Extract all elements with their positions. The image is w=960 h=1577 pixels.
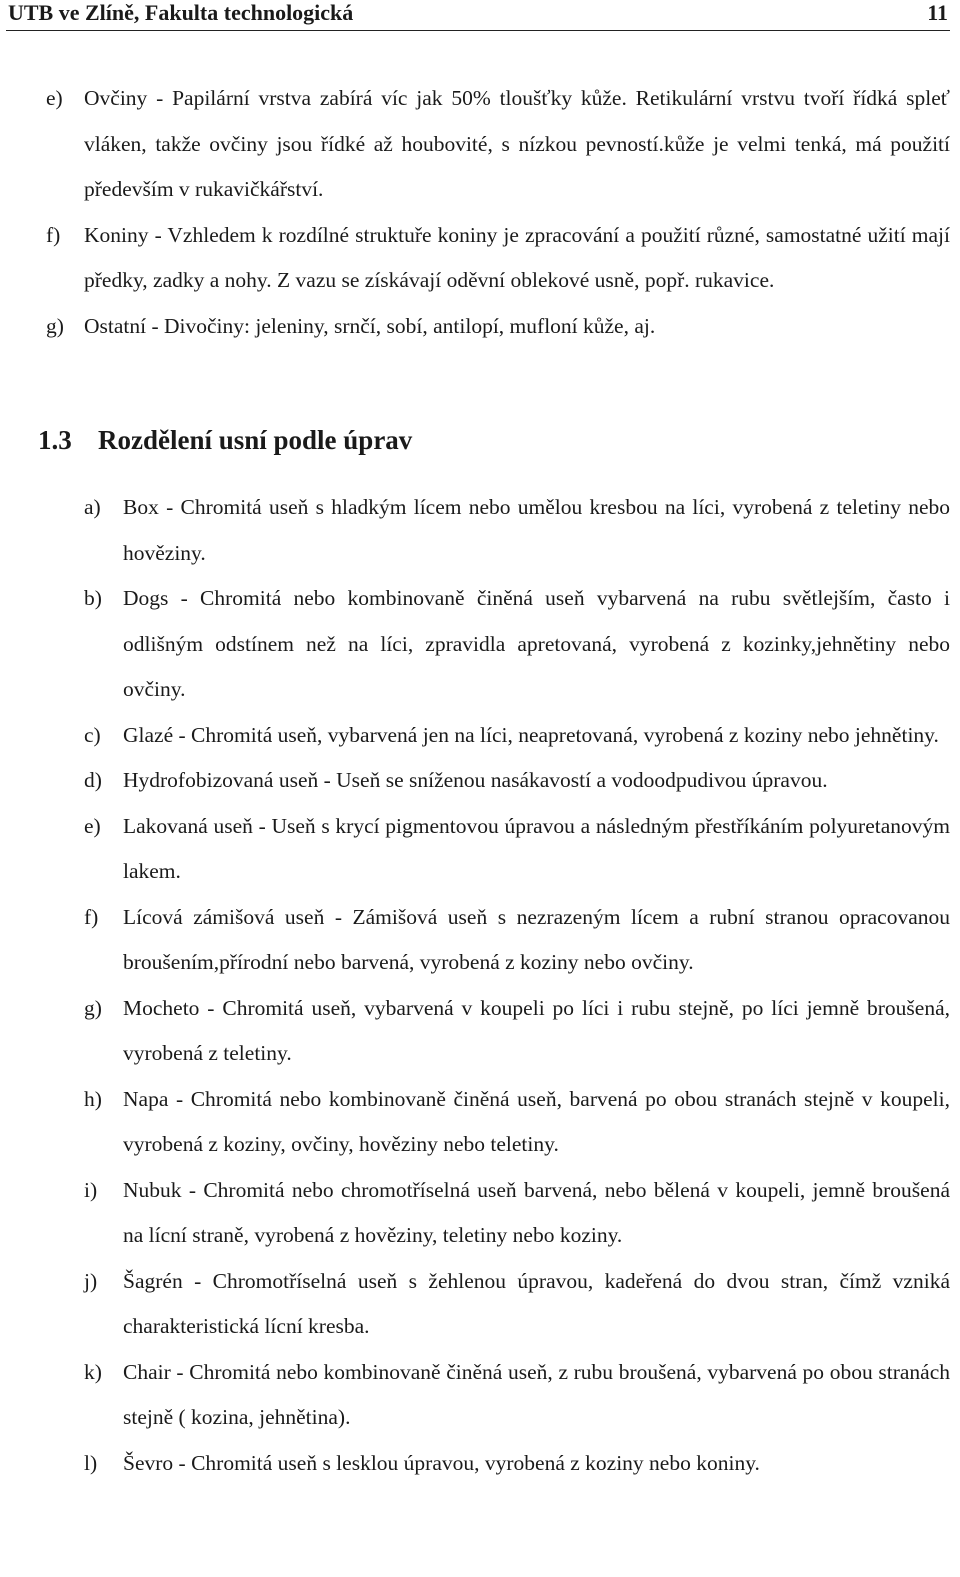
list-marker: b) [84,586,102,610]
header-title: UTB ve Zlíně, Fakulta technologická [8,0,354,25]
top-list [0,76,960,349]
list-item [0,213,960,304]
list-item [0,576,960,713]
list-item [0,1441,960,1487]
list-item [0,485,960,576]
list-item [0,1077,960,1168]
list-marker: l) [84,1450,98,1475]
list-item [0,804,960,895]
list-item-text: Lakovaná useň - Useň s krycí pigmentovou úpravou a následným přestříkáním polyuretanovým lakem. [123,813,950,883]
list-marker: d) [84,768,102,792]
list-item-text: Ševro - Chromitá useň s lesklou úpravou, vyrobená z koziny nebo koniny. [123,1450,760,1475]
list-item [0,713,960,759]
list-item [0,758,960,804]
list-item [0,76,960,213]
list-marker: g) [46,313,64,338]
list-item [0,1350,960,1441]
list-item [0,895,960,986]
list-item-text: Dogs - Chromitá nebo kombinovaně činěná useň vybarvená na rubu světlejším, často i odlišným odstínem než na líci, zpravidla apretovaná, vyrobená z kozinky,jehnětiny nebo ovčiny. [123,586,950,701]
list-item [0,986,960,1077]
list-item-text: Box - Chromitá useň s hladkým lícem nebo umělou kresbou na líci, vyrobená z teletiny nebo hověziny. [123,495,950,565]
list-item-text: Koniny - Vzhledem k rozdílné struktuře koniny je zpracování a použití různé, samostatné užití mají předky, zadky a nohy. Z vazu se získávají oděvní oblekové usně, popř. rukavice. [84,222,950,292]
list-marker: c) [84,722,101,747]
list-item-text: Hydrofobizovaná useň - Useň se sníženou nasákavostí a vodoodpudivou úpravou. [123,768,828,792]
list-marker: f) [46,222,61,247]
list-item [0,304,960,350]
list-item-text: Mocheto - Chromitá useň, vybarvená v koupeli po líci i rubu stejně, po líci jemně broušená, vyrobená z teletiny. [123,995,950,1065]
list-item-text: Ovčiny - Papilární vrstva zabírá víc jak 50% tloušťky kůže. Retikulární vrstvu tvoří řídká spleť vláken, takže ovčiny jsou řídké až houbovité, s nízkou pevností.kůže je velmi tenká, má použití především v rukavičkářství. [84,86,950,201]
list-item-text: Napa - Chromitá nebo kombinovaně činěná useň, barvená po obou stranách stejně v koupeli, vyrobená z koziny, ovčiny, hověziny nebo teletiny. [123,1086,950,1156]
list-item [0,1259,960,1350]
list-item-text: Šagrén - Chromotříselná useň s žehlenou úpravou, kadeřená do dvou stran, čímž vzniká charakteristická lícní kresba. [123,1268,950,1338]
list-item [0,1168,960,1259]
section-number: 1.3 [38,425,72,455]
leather-finish-list [0,485,960,1486]
list-marker: j) [84,1268,98,1293]
list-marker: g) [84,995,102,1020]
list-marker: e) [84,813,101,838]
list-item-text: Nubuk - Chromitá nebo chromotříselná useň barvená, nebo bělená v koupeli, jemně broušená na lícní straně, vyrobená z hověziny, teletiny nebo koziny. [123,1177,950,1247]
list-marker: i) [84,1177,98,1202]
list-marker: e) [46,86,63,110]
list-item-text: Glazé - Chromitá useň, vybarvená jen na líci, neapretovaná, vyrobená z koziny nebo jehnětiny. [123,722,939,747]
list-marker: h) [84,1086,102,1111]
list-marker: a) [84,495,101,519]
list-item-text: Lícová zámišová useň - Zámišová useň s nezrazeným lícem a rubní stranou opracovanou broušením,přírodní nebo barvená, vyrobená z koziny nebo ovčiny. [123,904,950,974]
list-item-text: Ostatní - Divočiny: jeleniny, srnčí, sobí, antilopí, mufloní kůže, aj. [84,313,656,338]
page-number: 11 [927,0,948,25]
list-marker: k) [84,1359,102,1384]
section-heading [38,420,412,460]
page-header [6,0,950,31]
list-marker: f) [84,904,99,929]
list-item-text: Chair - Chromitá nebo kombinovaně činěná useň, z rubu broušená, vybarvená po obou stranách stejně ( kozina, jehnětina). [123,1359,950,1429]
section-title: Rozdělení usní podle úprav [98,425,413,455]
